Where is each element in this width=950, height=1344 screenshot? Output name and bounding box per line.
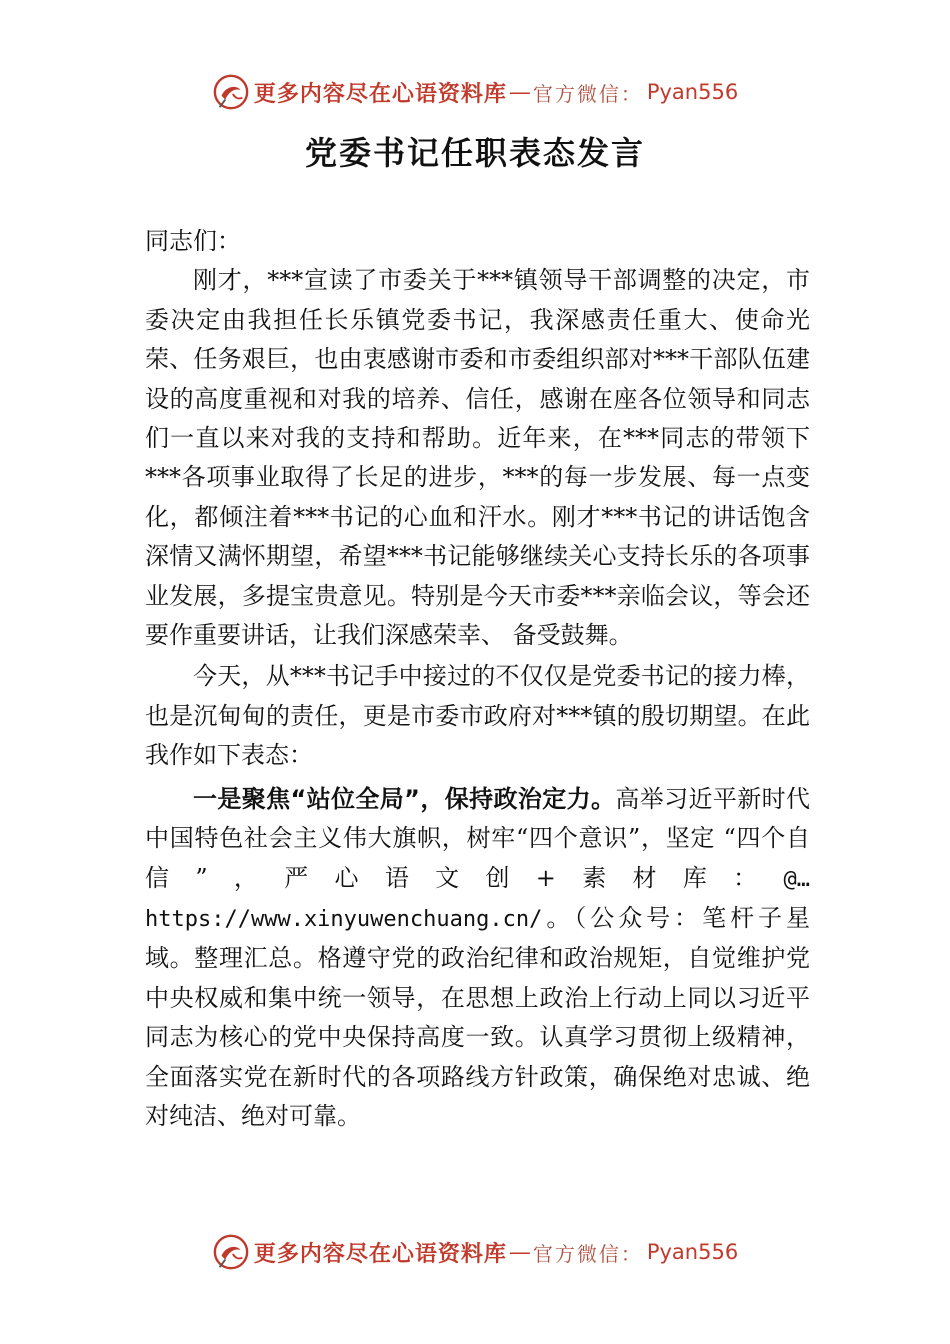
header-separator: — (508, 79, 531, 105)
footer-wechat-id: Pyan556 (646, 1240, 739, 1264)
rose-logo-icon (212, 1233, 250, 1271)
rose-logo-icon (212, 73, 250, 111)
point-1-url: @…https://www.xinyuwenchuang.cn/ (145, 866, 810, 932)
point-1-text-a: 高举习近平新时代中国特色社会主义伟大旗帜，树牢“四个意识”，坚定 “四个自信”，严心语文创+素材库： (145, 784, 811, 892)
salutation: 同志们： (145, 227, 241, 255)
footer-wechat-label: 官方微信： (532, 1241, 643, 1266)
footer-banner (0, 1228, 950, 1276)
document-body (145, 222, 810, 1136)
point-1-paragraph (145, 780, 810, 1137)
footer-separator: — (508, 1239, 531, 1265)
paragraph-2: 今天，从***书记手中接过的不仅仅是党委书记的接力棒，也是沉甸甸的责任，更是市委市政府对***镇的殷切期望。在此我作如下表态： (145, 662, 810, 770)
header-wechat-label: 官方微信： (532, 81, 643, 106)
document-title: 党委书记任职表态发言 (304, 134, 645, 172)
header-banner (0, 68, 950, 116)
point-1-text-b: 。（公众号：笔杆子星域。整理汇总。格遵守党的政治纪律和政治规矩，自觉维护党中央权威和集中统一领导，在思想上政治上行动上同以习近平同志为核心的党中央保持高度一致。认真学习贯彻上级精神，全面落实党在新时代的各项路线方针政策，确保绝对忠诚、绝对纯洁、绝对可靠。 (145, 903, 810, 1130)
header-wechat-id: Pyan556 (646, 80, 739, 104)
point-1-heading: 一是聚焦“站位全局”，保持政治定力。 (193, 784, 616, 813)
paragraph-1: 刚才，***宣读了市委关于***镇领导干部调整的决定，市委决定由我担任长乐镇党委书记，我深感责任重大、使命光荣、任务艰巨，也由衷感谢市委和市委组织部对***干部队伍建设的高度重视和对我的培养、信任，感谢在座各位领导和同志们一直以来对我的支持和帮助。近年来，在***同志的带领下***各项事业取得了长足的进步，***的每一步发展、每一点变化，都倾注着***书记的心血和汗水。刚才***书记的讲话饱含深情又满怀期望，希望***书记能够继续关心支持长乐的各项事业发展，多提宝贵意见。特别是今天市委***亲临会议，等会还要作重要讲话，让我们深感荣幸、 备受鼓舞。 (145, 266, 810, 650)
footer-banner-text: 更多内容尽在心语资料库 (253, 1240, 507, 1267)
header-banner-text: 更多内容尽在心语资料库 (253, 80, 507, 107)
